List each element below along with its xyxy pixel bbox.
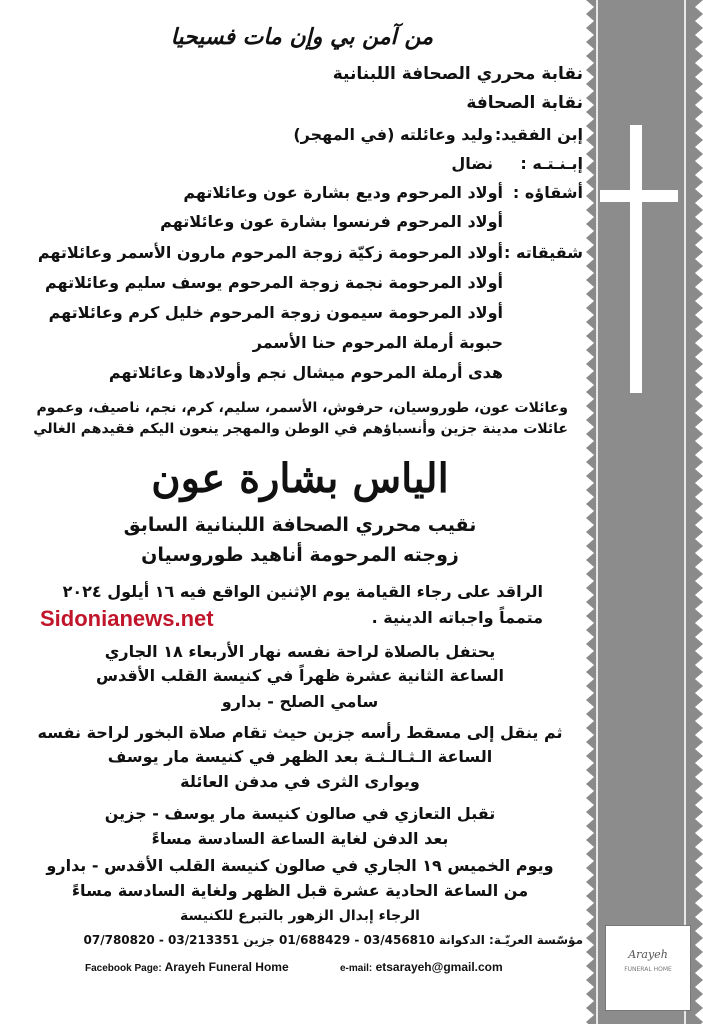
prayer-line-2: الساعة الثانية عشرة ظهراً في كنيسة القلب الأقدس	[95, 666, 505, 685]
sister-line: أولاد المرحومة نجمة زوجة المرحوم يوسف سليم وعائلاتهم	[44, 273, 503, 292]
condolence-line-3: ويوم الخميس ١٩ الجاري في صالون كنيسة القلب الأقدس - بدارو	[46, 856, 554, 875]
families-line-2: عائلات مدينة جزين وأنسباؤهم في الوطن والمهجر ينعون اليكم فقيدهم الغالي	[33, 421, 568, 437]
daughter-label: إبـنـتـه :	[520, 154, 583, 173]
sisters-label: شقيقاته :	[504, 243, 583, 262]
bible-verse: من آمن بي وإن مات فسيحيا	[170, 24, 433, 50]
daughter-value: نضال	[451, 154, 493, 173]
condolence-line-2: بعد الدفن لغاية الساعة السادسة مساءً	[151, 829, 449, 848]
logo-subtext: FUNERAL HOME	[624, 966, 672, 973]
brother-line: أولاد المرحوم فرنسوا بشارة عون وعائلاتهم	[160, 212, 503, 231]
deceased-title: نقيب محرري الصحافة اللبنانية السابق	[123, 514, 477, 536]
email-label: e-mail:	[340, 963, 373, 974]
facebook-label: Facebook Page:	[85, 963, 162, 974]
prayer-line-1: يحتفل بالصلاة لراحة نفسه نهار الأربعاء ١٨ الجاري	[104, 642, 496, 661]
transfer-line-3: ويوارى الثرى في مدفن العائلة	[180, 772, 420, 791]
death-line-1: الراقد على رجاء القيامة يوم الإثنين الواقع فيه ١٦ أيلول ٢٠٢٤	[62, 582, 543, 601]
brothers-label: أشقاؤه :	[512, 183, 583, 202]
death-line-2: متمماً واجباته الدينية .	[371, 608, 543, 627]
families-line-1: وعائلات عون، طوروسيان، حرفوش، الأسمر، سليم، كرم، نجم، ناصيف، وعموم	[36, 400, 568, 416]
facebook-value[interactable]: Arayeh Funeral Home	[164, 960, 289, 974]
logo-text: Arayeh	[628, 948, 668, 961]
funeral-home-contacts: مؤسّسة العريّـة: الدكوانة 03/456810 - 01/688429 جزين 03/213351 - 07/780820	[83, 933, 583, 947]
funeral-home-logo	[605, 925, 691, 1011]
email-value[interactable]: etsarayeh@gmail.com	[375, 960, 503, 974]
deceased-name: الياس بشارة عون	[151, 455, 449, 502]
flowers-note: الرجاء إبدال الزهور بالتبرع للكنيسة	[180, 908, 420, 924]
sister-line: أولاد المرحومة زكيّة زوجة المرحوم مارون الأسمر وعائلاتهم	[37, 243, 503, 262]
transfer-line-1: ثم ينقل إلى مسقط رأسه جزين حيث تقام صلاة البخور لراحة نفسه	[37, 723, 563, 742]
son-label: إبن الفقيد:	[494, 125, 583, 144]
transfer-line-2: الساعة الـثـالـثـة بعد الظهر في كنيسة مار يوسف	[107, 747, 493, 766]
facebook-line	[85, 960, 289, 974]
email-line	[340, 960, 503, 974]
band-zigzag-right	[695, 0, 703, 1024]
sister-line: هدى أرملة المرحوم ميشال نجم وأولادها وعائلاتهم	[108, 363, 503, 382]
sister-line: حبوبة أرملة المرحوم حنا الأسمر	[252, 333, 503, 352]
org-1: نقابة محرري الصحافة اللبنانية	[332, 64, 583, 84]
watermark: Sidonianews.net	[40, 606, 214, 631]
prayer-line-3: سامي الصلح - بدارو	[221, 692, 379, 711]
decorative-band	[586, 0, 703, 1024]
deceased-wife: زوجته المرحومة أناهيد طوروسيان	[141, 544, 459, 566]
sister-line: أولاد المرحومة سيمون زوجة المرحوم خليل كرم وعائلاتهم	[48, 303, 503, 322]
condolence-line-4: من الساعة الحادية عشرة قبل الظهر ولغاية السادسة مساءً	[71, 881, 529, 900]
brother-line: أولاد المرحوم وديع بشارة عون وعائلاتهم	[183, 183, 503, 202]
org-2: نقابة الصحافة	[466, 93, 583, 113]
son-value: وليد وعائلته (في المهجر)	[293, 125, 493, 144]
condolence-line-1: تقبل التعازي في صالون كنيسة مار يوسف - جزين	[104, 804, 496, 823]
